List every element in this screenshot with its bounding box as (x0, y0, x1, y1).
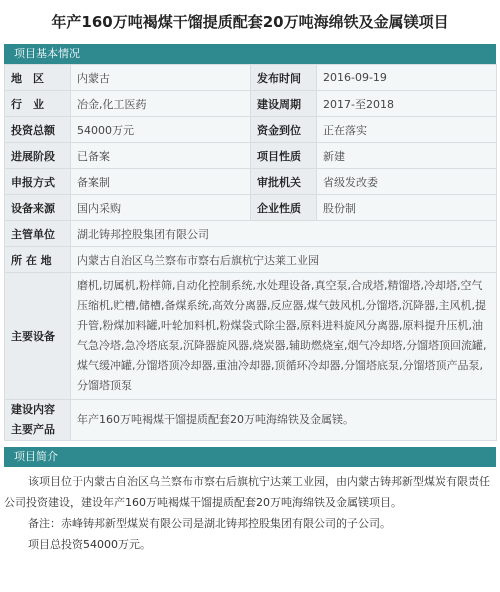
field-label-main-products: 主要产品 (11, 423, 55, 436)
field-label-authority: 主管单位 (5, 221, 71, 247)
field-label-region: 地 区 (5, 65, 71, 91)
field-value-authority: 湖北铸邦控股集团有限公司 (71, 221, 497, 247)
section-header-summary: 项目简介 (4, 447, 496, 467)
field-value-investment: 54000万元 (71, 117, 251, 143)
info-row-stage (5, 143, 497, 169)
field-value-equipment-source: 国内采购 (71, 195, 251, 221)
summary-paragraph-1: 该项目位于内蒙古自治区乌兰察布市察右后旗杭宁达莱工业园，由内蒙古铸邦新型煤炭有限责任公司投资建设，建设年产160万吨褐煤干馏提质配套20万吨海绵铁及金属镁项目。 (4, 475, 490, 509)
info-row-equipment-source (5, 195, 497, 221)
field-label-location: 所 在 地 (5, 247, 71, 273)
field-value-content: 年产160万吨褐煤干馏提质配套20万吨海绵铁及金属镁。 (71, 400, 497, 441)
project-info-table (4, 64, 497, 441)
section-header-basic-info: 项目基本情况 (4, 44, 496, 64)
field-label-content (5, 400, 71, 441)
field-label-publish-date: 发布时间 (251, 65, 317, 91)
field-value-location: 内蒙古自治区乌兰察布市察右后旗杭宁达莱工业园 (71, 247, 497, 273)
summary-paragraph-3: 项目总投资54000万元。 (28, 538, 151, 551)
info-row-declare (5, 169, 497, 195)
field-label-build-content: 建设内容 (11, 403, 55, 416)
field-value-approval: 省级发改委 (317, 169, 497, 195)
field-value-stage: 已备案 (71, 143, 251, 169)
field-value-build-period: 2017-至2018 (317, 91, 497, 117)
field-label-nature: 项目性质 (251, 143, 317, 169)
info-row-content (5, 400, 497, 441)
field-label-funding: 资金到位 (251, 117, 317, 143)
field-label-investment: 投资总额 (5, 117, 71, 143)
field-value-declare: 备案制 (71, 169, 251, 195)
info-row-investment (5, 117, 497, 143)
info-row-region (5, 65, 497, 91)
info-row-location (5, 247, 497, 273)
field-label-stage: 进展阶段 (5, 143, 71, 169)
field-label-industry: 行 业 (5, 91, 71, 117)
field-label-equipment: 主要设备 (5, 273, 71, 400)
field-value-region: 内蒙古 (71, 65, 251, 91)
field-label-approval: 审批机关 (251, 169, 317, 195)
info-row-industry (5, 91, 497, 117)
field-value-industry: 冶金,化工医药 (71, 91, 251, 117)
field-label-build-period: 建设周期 (251, 91, 317, 117)
field-label-equipment-source: 设备来源 (5, 195, 71, 221)
info-row-equipment (5, 273, 497, 400)
field-label-company-type: 企业性质 (251, 195, 317, 221)
field-value-nature: 新建 (317, 143, 497, 169)
field-value-equipment: 磨机,切属机,粉样筛,自动化控制系统,水处理设备,真空泵,合成塔,精馏塔,冷却塔,空气压缩机,贮槽,储槽,备煤系统,高效分离器,反应器,煤气鼓风机,分馏塔,沉降器,主风机,提升管,粉煤加料罐,叶轮加料机,粉煤袋式除尘器,原料进料旋风分离器,原料提升压机,油气急冷塔,急冷塔底泵,沉降器旋风器,烧炭器,辅助燃烧室,烟气冷却塔,分馏塔顶回流罐,煤气缓冲罐,分馏塔顶冷却器,重油冷却器,顶循环冷却器,分馏塔底泵,分馏塔顶产品泵,分馏塔顶泵 (71, 273, 497, 400)
page-title: 年产160万吨褐煤干馏提质配套20万吨海绵铁及金属镁项目 (51, 13, 449, 31)
info-row-authority (5, 221, 497, 247)
field-label-declare: 申报方式 (5, 169, 71, 195)
field-value-publish-date: 2016-09-19 (317, 65, 497, 91)
field-value-funding: 正在落实 (317, 117, 497, 143)
summary-paragraph-2: 备注：赤峰铸邦新型煤炭有限公司是湖北铸邦控股集团有限公司的子公司。 (28, 517, 391, 530)
project-summary (4, 467, 496, 555)
field-value-company-type: 股份制 (317, 195, 497, 221)
